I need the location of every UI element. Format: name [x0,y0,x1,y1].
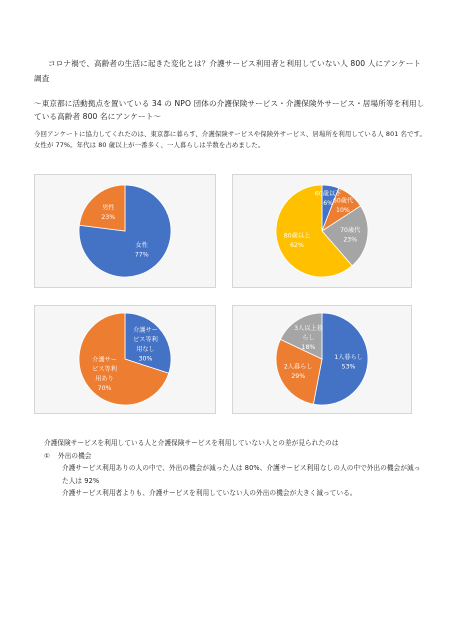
document-subtitle: ～東京都に活動拠点を置いている 34 の NPO 団体の介護保険サービス・介護保険外サービス・居場所等を利用している高齢者 800 名にアンケート～ [34,99,425,121]
slice-label-line: 6% [323,200,334,208]
slice-label-line: 60歳以下 [314,190,342,198]
finding-number: ① [44,451,51,460]
slice-label-line: 用なし [136,345,155,353]
slice-label-line: 1人暮らし [334,353,363,361]
slice-label-line: 53% [341,363,356,371]
slice-label-line: ビス等利 [133,336,158,344]
slice-label-line: 60歳代 [332,197,354,205]
slice-label-line: 23% [343,236,358,244]
slice-label-line: 用あり [95,375,114,383]
slice-label-line: 80歳以上 [283,232,311,240]
slice-label-line: らし [302,334,315,342]
slice-label-line: 18% [301,344,316,352]
document-title: コロナ禍で、高齢者の生活に起きた変化とは？介護サービス利用者と利用していない人 800 人にアンケート調査 [34,59,422,83]
intro-paragraph: 今回アンケートに協力してくれたのは、東京都に暮らす、介護保険サービスや保険外サービス、居場所を利用している人 801 名です。女性が 77%。年代は 80 歳以上が一番多く、一人暮らしは半数を占めました。 [34,130,426,149]
slice-label-line: 男性 [102,204,115,212]
gender-pie-chart [34,174,216,288]
slice-label-line: 介護サー [133,326,158,334]
finding-item [44,450,424,463]
finding-line-2: 介護サービス利用者よりも、介護サービスを利用していない人の外出の機会が大きく減っている。 [62,489,357,497]
finding-line-1: 介護サービス利用ありの人の中で、外出の機会が減った人は 80%、介護サービス利用なしの人の中で外出の機会が減った人は 92% [62,464,421,485]
slice-label-line: 3人以上暮 [294,325,323,333]
slice-label-line: 2人暮らし [283,363,313,371]
slice-label-line: 10% [336,207,350,215]
slice-label-line: 62% [290,242,304,250]
slice-label-line: 29% [291,372,306,380]
slice-label-line: 23% [101,213,116,221]
slice-label-line: ビス等利 [92,366,117,374]
household-pie-chart [232,305,412,414]
slice-label-line: 30% [138,355,153,363]
findings-section [44,437,424,500]
slice-label-line: 女性 [135,242,148,250]
slice-label-line: 77% [134,251,149,259]
findings-heading: 介護保険サービスを利用している人と介護保険サービスを利用していない人との差が見られたのは [44,439,339,447]
age-pie-chart [232,174,412,288]
finding-title: 外出の機会 [58,451,92,460]
slice-label-line: 70歳代 [340,227,361,235]
care-service-pie-chart [34,305,216,414]
slice-label-line: 介護サー [92,356,117,364]
slice-label-line: 70% [97,385,112,393]
